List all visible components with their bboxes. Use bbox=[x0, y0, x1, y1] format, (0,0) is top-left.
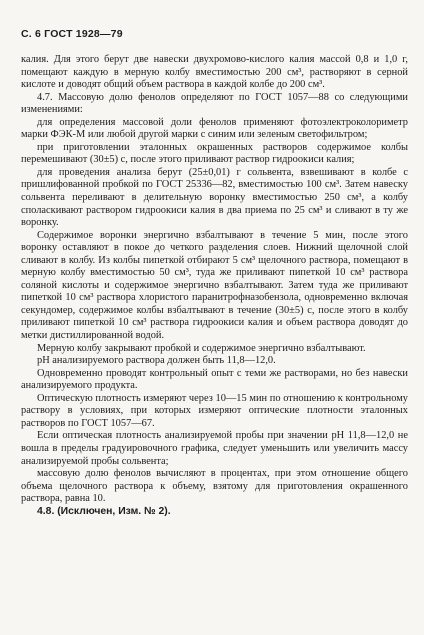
paragraph-11: Если оптическая плотность анализируемой пробы при значении рН 11,8—12,0 не вошла в пределы градуировочного графика, следует уменьшить или увеличить массу анализируемой пробы сольвента; bbox=[21, 430, 408, 467]
paragraph-9: Одновременно проводят контрольный опыт с теми же растворами, но без навески анализируемого продукта. bbox=[21, 367, 408, 392]
paragraph-4: при приготовлении эталонных окрашенных растворов содержимое колбы перемешивают (30±5) с, после этого приливают раствор гидроокиси калия; bbox=[21, 141, 408, 166]
paragraph-5: для проведения анализа берут (25±0,01) г сольвента, взвешивают в колбе с пришлифованной пробкой по ГОСТ 25336—82, вместимостью 100 см³. Затем навеску сольвента переливают в делительную воронку вместимостью 250 см³, а колбу споласкивают раствором гидроокиси калия в два приема по 25 см³ и сливают в ту же воронку. bbox=[21, 166, 408, 229]
paragraph-1: калия. Для этого берут две навески двухромово-кислого калия массой 0,8 и 1,0 г, помещают каждую в мерную колбу вместимостью 200 см³, растворяют в серной кислоте и доводят общий объем раствора в каждой колбе до 200 см³. bbox=[21, 54, 408, 91]
paragraph-10: Оптическую плотность измеряют через 10—15 мин по отношению к контрольному раствору в условиях, при которых измеряют оптические плотности эталонных растворов по ГОСТ 1057—67. bbox=[21, 392, 408, 429]
paragraph-12: массовую долю фенолов вычисляют в процентах, при этом отношение общего объема щелочного раствора к объему, взятому для приготовления окрашенного раствора, равна 10. bbox=[21, 468, 408, 505]
paragraph-7: Мерную колбу закрывают пробкой и содержимое энергично взбалтывают. bbox=[37, 342, 366, 354]
paragraph-2: 4.7. Массовую долю фенолов определяют по ГОСТ 1057—88 со следующими изменениями: bbox=[21, 91, 408, 116]
document-body bbox=[21, 54, 408, 518]
paragraph-6: Содержимое воронки энергично взбалтывают в течение 5 мин, после этого воронку оставляют в покое до четкого разделения слоев. Нижний щелочной слой сливают в колбу. Из колбы пипеткой отбирают 5 см³ щелочного раствора, помещают в мерную колбу вместимостью 50 см³, туда же приливают пипеткой 10 см³ раствора соляной кислоты и содержимое энергично взбалтывают. Затем туда же приливают пипеткой 10 см³ раствора хлористого паранитрофназобензола, одновременно включая секундомер, содержимое колбы взбалтывают в течение (30±5) с, после этого в колбу приливают пипеткой 10 см³ раствора гидроокиси калия и объем раствора доводят до метки дистиллированной водой. bbox=[21, 229, 408, 342]
paragraph-8: рН анализируемого раствора должен быть 11,8—12,0. bbox=[37, 355, 276, 367]
section-4-8-label: 4.8. (Исключен, Изм. № 2). bbox=[37, 505, 171, 517]
section-reference bbox=[21, 506, 408, 519]
page-header: С. 6 ГОСТ 1928—79 bbox=[21, 28, 123, 40]
paragraph-3: для определения массовой доли фенолов применяют фотоэлектроколориметр марки ФЭК-М или любой другой марки с синим или зеленым светофильтром; bbox=[21, 116, 408, 141]
